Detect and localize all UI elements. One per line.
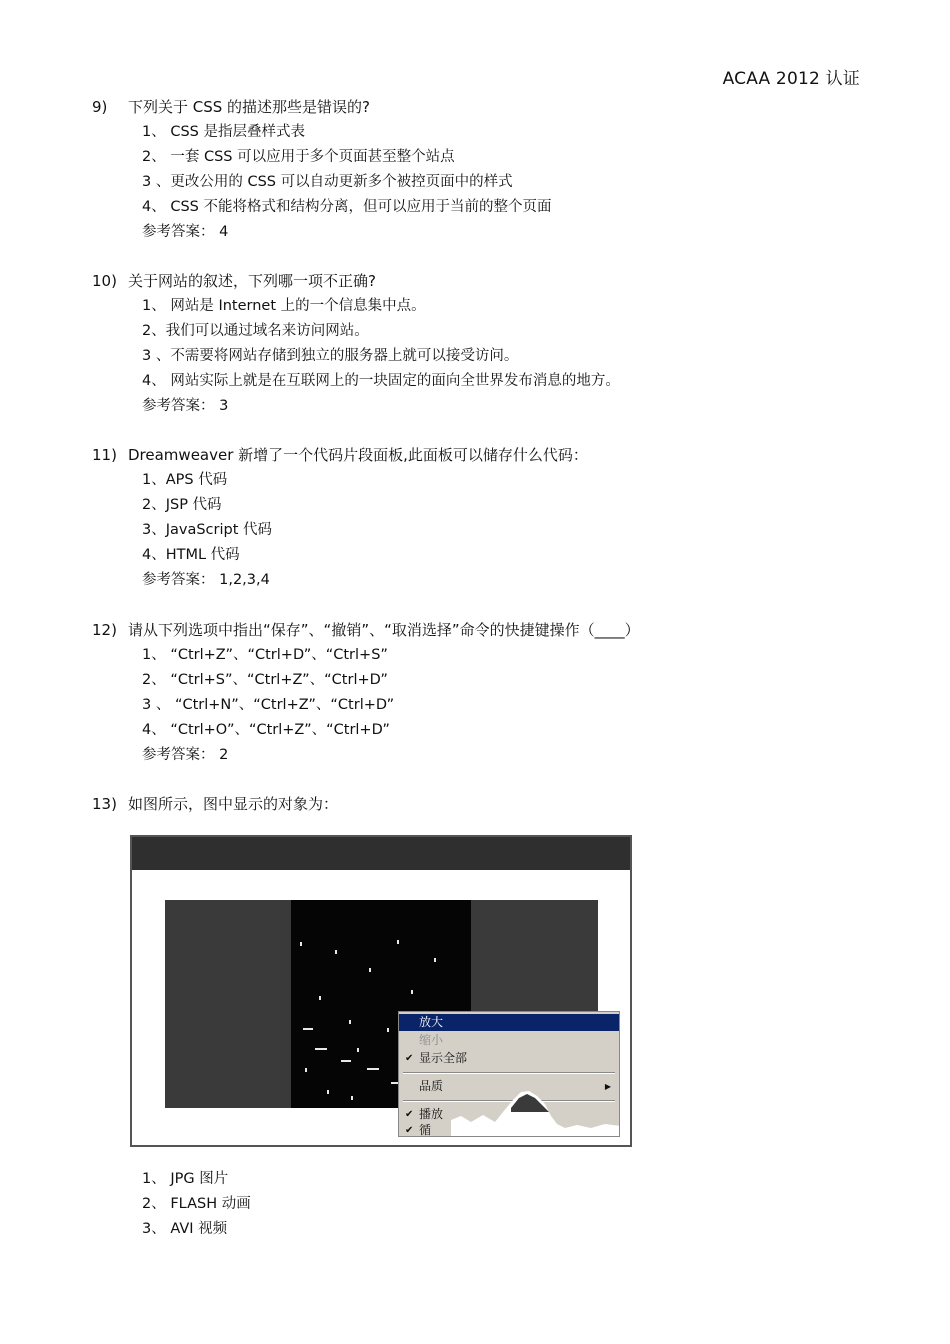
check-icon: ✔: [405, 1053, 414, 1064]
option-item: 3、 AVI 视频: [142, 1221, 228, 1237]
option-list: [142, 294, 620, 419]
menu-item-label: 缩小: [419, 1033, 444, 1047]
option-list: [142, 1167, 251, 1242]
question-number: 9): [92, 98, 108, 116]
menu-item-label: 品质: [419, 1079, 444, 1093]
option-item: 1、 “Ctrl+Z”、“Ctrl+D”、“Ctrl+S”: [142, 647, 388, 663]
page-header: ACAA 2012 认证: [722, 69, 860, 89]
question-text: 如图所示，图中显示的对象为：: [128, 795, 339, 813]
option-item: 3、JavaScript 代码: [142, 522, 273, 538]
question-text: 下列关于 CSS 的描述那些是错误的?: [128, 98, 371, 116]
sparkle-dot: [369, 968, 371, 972]
reference-answer: 参考答案： 4: [142, 224, 229, 240]
option-list: [142, 643, 640, 768]
question-title: [92, 443, 588, 467]
sparkle-dot: [315, 1048, 327, 1050]
option-list: [142, 120, 551, 245]
question-10: [92, 269, 620, 419]
question-12: [92, 618, 640, 768]
sparkle-dot: [341, 1060, 351, 1062]
question-number: 11): [92, 446, 117, 464]
menu-item-label: 播放: [419, 1107, 444, 1121]
check-icon: ✔: [405, 1125, 414, 1136]
sparkle-dot: [357, 1048, 359, 1052]
reference-answer: 参考答案： 1,2,3,4: [142, 572, 270, 588]
option-item: 4、HTML 代码: [142, 547, 240, 563]
check-icon: ✔: [405, 1109, 414, 1120]
question-title: [92, 95, 551, 119]
question-11: [92, 443, 588, 593]
sparkle-dot: [411, 990, 413, 994]
question-number: 13): [92, 795, 117, 813]
option-list: [142, 468, 588, 593]
player-titlebar: [132, 837, 630, 870]
option-item: 4、 CSS 不能将格式和结构分离，但可以应用于当前的整个页面: [142, 199, 552, 215]
option-item: 3 、 “Ctrl+N”、“Ctrl+Z”、“Ctrl+D”: [142, 697, 395, 713]
question-title: [92, 618, 640, 642]
option-item: 1、 CSS 是指层叠样式表: [142, 124, 305, 140]
question-number: 12): [92, 621, 117, 639]
reference-answer: 参考答案： 3: [142, 398, 229, 414]
sparkle-dot: [349, 1020, 351, 1024]
option-item: 4、 网站实际上就是在互联网上的一块固定的面向全世界发布消息的地方。: [142, 373, 620, 389]
menu-item-label: 显示全部: [419, 1051, 468, 1065]
menu-item-label: 放大: [419, 1015, 444, 1029]
question-number: 10): [92, 272, 117, 290]
flash-player-figure: [130, 835, 632, 1147]
question-13: [92, 792, 338, 816]
option-item: 2、 “Ctrl+S”、“Ctrl+Z”、“Ctrl+D”: [142, 672, 388, 688]
question-title: [92, 792, 338, 816]
option-item: 4、 “Ctrl+O”、“Ctrl+Z”、“Ctrl+D”: [142, 722, 390, 738]
sparkle-dot: [335, 950, 337, 954]
sparkle-dot: [367, 1068, 379, 1070]
torn-edge-decoration: [399, 1012, 620, 1137]
sparkle-dot: [397, 940, 399, 944]
question-13-options: [92, 1166, 251, 1242]
option-item: 3 、更改公用的 CSS 可以自动更新多个被控页面中的样式: [142, 174, 513, 190]
question-text: 请从下列选项中指出“保存”、“撤销”、“取消选择”命令的快捷键操作（____）: [128, 621, 640, 639]
sparkle-dot: [327, 1090, 329, 1094]
context-menu: [398, 1011, 620, 1137]
menu-item-label: 循: [419, 1123, 432, 1137]
option-item: 1、 JPG 图片: [142, 1171, 229, 1187]
sparkle-dot: [305, 1068, 307, 1072]
sparkle-dot: [434, 958, 436, 962]
option-item: 1、APS 代码: [142, 472, 228, 488]
option-item: 2、 一套 CSS 可以应用于多个页面甚至整个站点: [142, 149, 455, 165]
reference-answer: 参考答案： 2: [142, 747, 229, 763]
sparkle-dot: [351, 1096, 353, 1100]
option-item: 2、JSP 代码: [142, 497, 222, 513]
question-text: 关于网站的叙述，下列哪一项不正确?: [128, 272, 376, 290]
option-item: 1、 网站是 Internet 上的一个信息集中点。: [142, 298, 426, 314]
option-item: 3 、不需要将网站存储到独立的服务器上就可以接受访问。: [142, 348, 519, 364]
sparkle-dot: [387, 1028, 389, 1032]
submenu-arrow-icon: ▶: [604, 1082, 611, 1091]
option-item: 2、 FLASH 动画: [142, 1196, 251, 1212]
sparkle-dot: [300, 942, 302, 946]
question-9: [92, 95, 551, 245]
question-text: Dreamweaver 新增了一个代码片段面板,此面板可以储存什么代码：: [128, 446, 588, 464]
sparkle-dot: [303, 1028, 313, 1030]
question-title: [92, 269, 620, 293]
sparkle-dot: [319, 996, 321, 1000]
option-item: 2、我们可以通过域名来访问网站。: [142, 323, 369, 339]
